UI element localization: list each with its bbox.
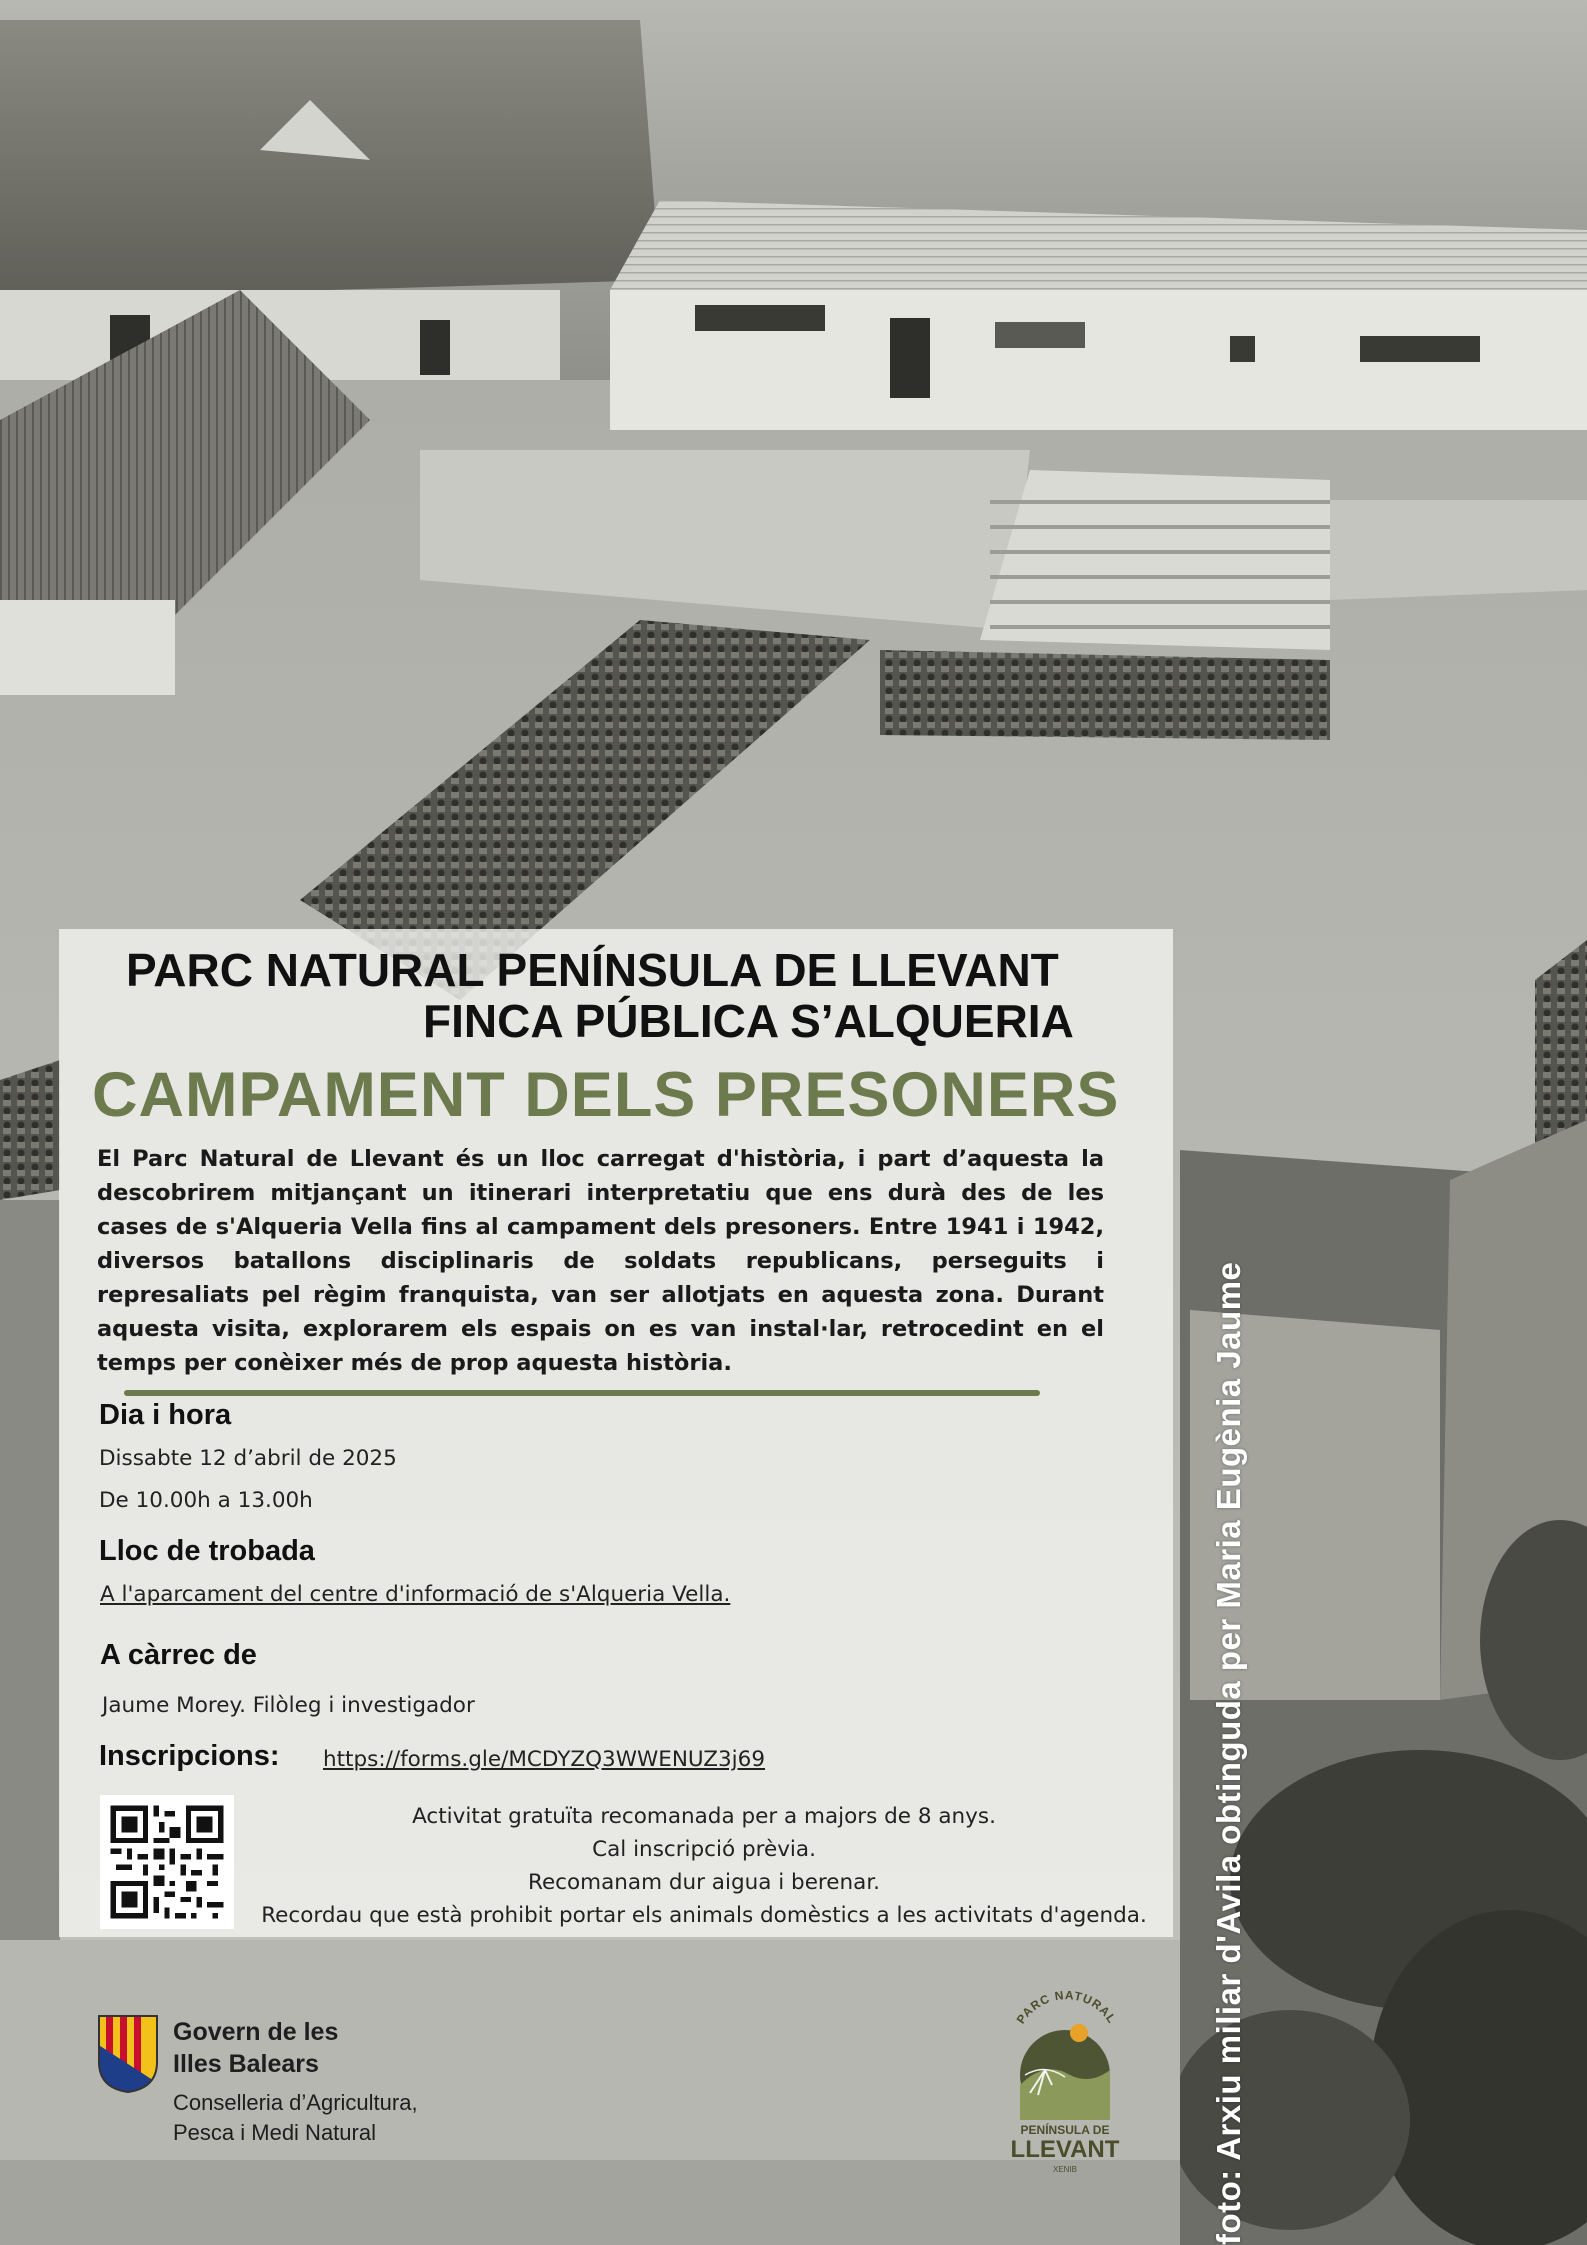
photo-credit: foto: Arxiu miliar d'Avila obtinguda per Maria Eugènia Jaume — [1210, 1261, 1247, 2245]
park-logo-line3: XENIB — [1052, 2165, 1077, 2174]
guide-text: Jaume Morey. Filòleg i investigador — [102, 1693, 475, 1718]
govern-line1: Govern de les — [173, 2018, 339, 2046]
event-title: CAMPAMENT DELS PRESONERS — [92, 1060, 1120, 1130]
date-text: Dissabte 12 d’abril de 2025 — [99, 1446, 397, 1471]
qr-code[interactable] — [100, 1795, 234, 1929]
park-logo-arc-text: PARC NATURAL — [1013, 1988, 1120, 2027]
guide-heading: A càrrec de — [100, 1639, 257, 1671]
govern-shield-icon — [97, 2014, 159, 2094]
signup-heading: Inscripcions: — [99, 1740, 280, 1772]
intro-paragraph: El Parc Natural de Llevant és un lloc carregat d'història, i part d’aquesta la descobrirem mitjançant un itinerari interpretatiu que ens durà des de les cases de s'Alqueria Vella fins al campament dels presoners. Entre 1941 i 1942, diversos batallons disciplinaris de soldats republicans, perseguits i represaliats pel règim franquista, van ser allotjats en aquesta zona. Durant aquesta visita, explorarem els espais on es van instal·lar, retrocedint en el temps per conèixer més de prop aquesta història. — [97, 1146, 1104, 1376]
section-divider — [124, 1390, 1040, 1396]
note-water: Recomanam dur aigua i berenar. — [527, 1870, 881, 1895]
meeting-place-heading: Lloc de trobada — [99, 1535, 315, 1567]
qr-code-pattern — [100, 1795, 234, 1929]
govern-line3: Conselleria d’Agricultura, — [173, 2090, 418, 2115]
signup-link[interactable]: https://forms.gle/MCDYZQ3WWENUZ3j69 — [323, 1747, 766, 1772]
park-logo-line1: PENÍNSULA DE — [1020, 2123, 1110, 2137]
finca-heading: FINCA PÚBLICA S’ALQUERIA — [423, 995, 1074, 1047]
note-pets: Recordau que està prohibit portar els animals domèstics a les activitats d'agenda. — [261, 1903, 1147, 1928]
park-name-heading: PARC NATURAL PENÍNSULA DE LLEVANT — [126, 944, 1059, 996]
park-logo-line2: LLEVANT — [1010, 2136, 1120, 2163]
govern-line2: Illes Balears — [173, 2050, 319, 2078]
park-logo — [990, 1975, 1140, 2175]
time-text: De 10.00h a 13.00h — [99, 1488, 313, 1513]
meeting-place-text: A l'aparcament del centre d'informació de s'Alqueria Vella. — [100, 1582, 731, 1607]
svg-text:PARC NATURAL — [1014, 1988, 1120, 2026]
note-registration: Cal inscripció prèvia. — [592, 1837, 816, 1862]
note-age: Activitat gratuïta recomanada per a majors de 8 anys. — [412, 1804, 996, 1829]
date-heading: Dia i hora — [99, 1399, 232, 1431]
govern-line4: Pesca i Medi Natural — [173, 2120, 376, 2145]
